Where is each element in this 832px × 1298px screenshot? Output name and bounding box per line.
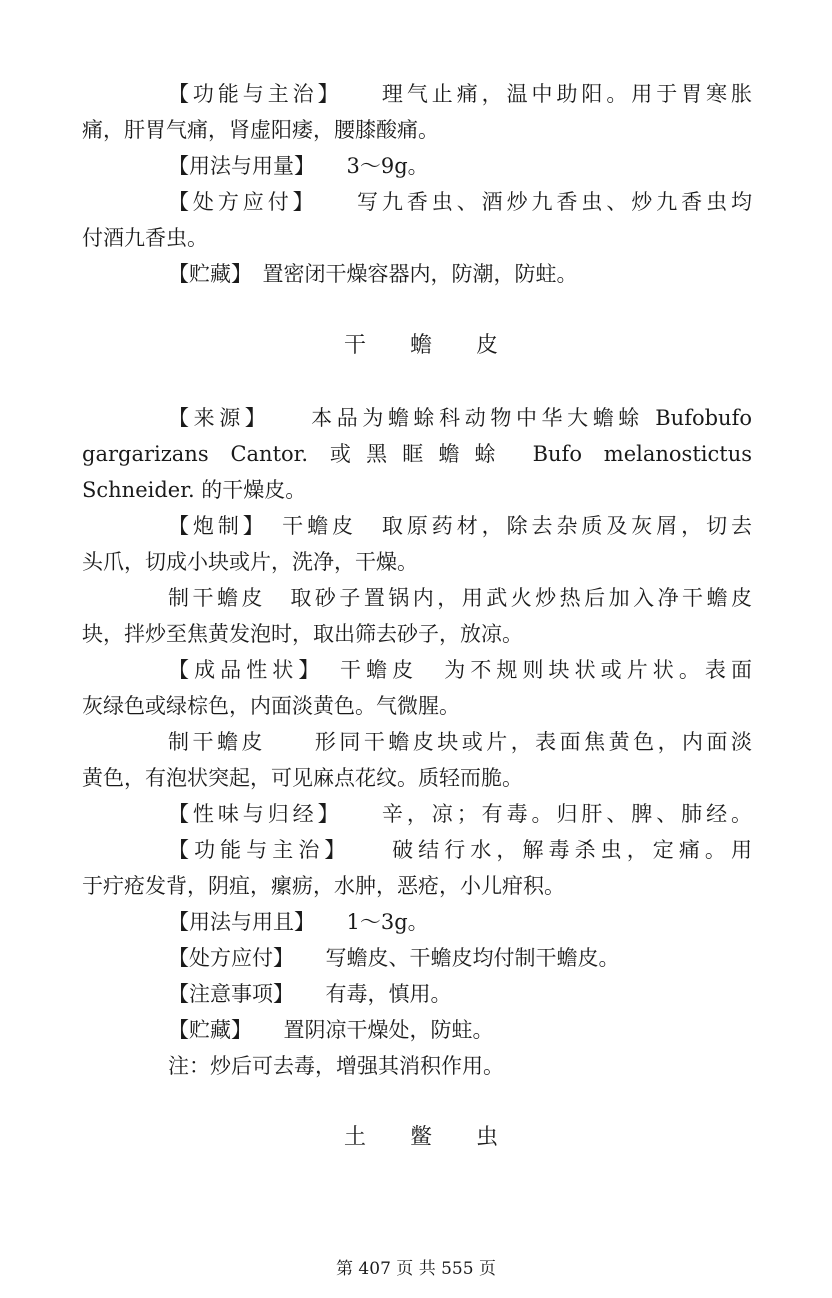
paragraph-line: 【来源】 本品为蟾蜍科动物中华大蟾蜍 Bufobufo: [168, 406, 752, 430]
paragraph-line: 灰绿色或绿棕色，内面淡黄色。气微腥。: [82, 694, 460, 718]
paragraph-line: 于疔疮发背，阴疽，瘰疬，水肿，恶疮，小儿疳积。: [82, 874, 565, 898]
paragraph-line: 【炮制】 干蟾皮 取原药材，除去杂质及灰屑，切去: [168, 514, 752, 538]
paragraph-line: 制干蟾皮 取砂子置锅内，用武火炒热后加入净干蟾皮: [168, 586, 752, 610]
paragraph-line: 【性味与归经】 辛，凉；有毒。归肝、脾、肺经。: [168, 802, 752, 826]
paragraph-line: gargarizans Cantor. 或黑眶蟾蜍 Bufo melanostictus: [82, 442, 752, 466]
paragraph-line: 【处方应付】 写九香虫、酒炒九香虫、炒九香虫均: [168, 190, 752, 214]
paragraph-line: 【处方应付】 写蟾皮、干蟾皮均付制干蟾皮。: [168, 946, 620, 970]
section-heading: 土 鳖 虫: [344, 1125, 499, 1150]
paragraph-line: 【贮藏】 置阴凉干燥处，防蛀。: [168, 1018, 494, 1042]
paragraph-line: 头爪，切成小块或片，洗净，干燥。: [82, 550, 418, 574]
paragraph-line: 【注意事项】 有毒，慎用。: [168, 982, 452, 1006]
paragraph-line: 注：炒后可去毒，增强其消积作用。: [168, 1054, 504, 1078]
paragraph-line: Schneider. 的干燥皮。: [82, 478, 307, 502]
page-number-footer: 第 407 页 共 555 页: [336, 1259, 496, 1279]
paragraph-line: 付酒九香虫。: [82, 226, 208, 250]
document-page: [82, 76, 752, 1156]
section-heading: 干 蟾 皮: [344, 333, 499, 358]
paragraph-line: 黄色，有泡状突起，可见麻点花纹。质轻而脆。: [82, 766, 523, 790]
paragraph-line: 块，拌炒至焦黄发泡时，取出筛去砂子，放凉。: [82, 622, 523, 646]
paragraph-line: 【功能与主治】 理气止痛，温中助阳。用于胃寒胀: [168, 82, 752, 106]
paragraph-line: 【贮藏】 置密闭干燥容器内，防潮，防蛀。: [168, 262, 578, 286]
paragraph-line: 【用法与用量】 3～9g。: [168, 154, 429, 178]
paragraph-line: 制干蟾皮 形同干蟾皮块或片，表面焦黄色，内面淡: [168, 730, 752, 754]
paragraph-line: 痛，肝胃气痛，肾虚阳痿，腰膝酸痛。: [82, 118, 439, 142]
paragraph-line: 【功能与主治】 破结行水，解毒杀虫，定痛。用: [168, 838, 752, 862]
paragraph-line: 【用法与用且】 1～3g。: [168, 910, 429, 934]
paragraph-line: 【成品性状】 干蟾皮 为不规则块状或片状。表面: [168, 658, 752, 682]
